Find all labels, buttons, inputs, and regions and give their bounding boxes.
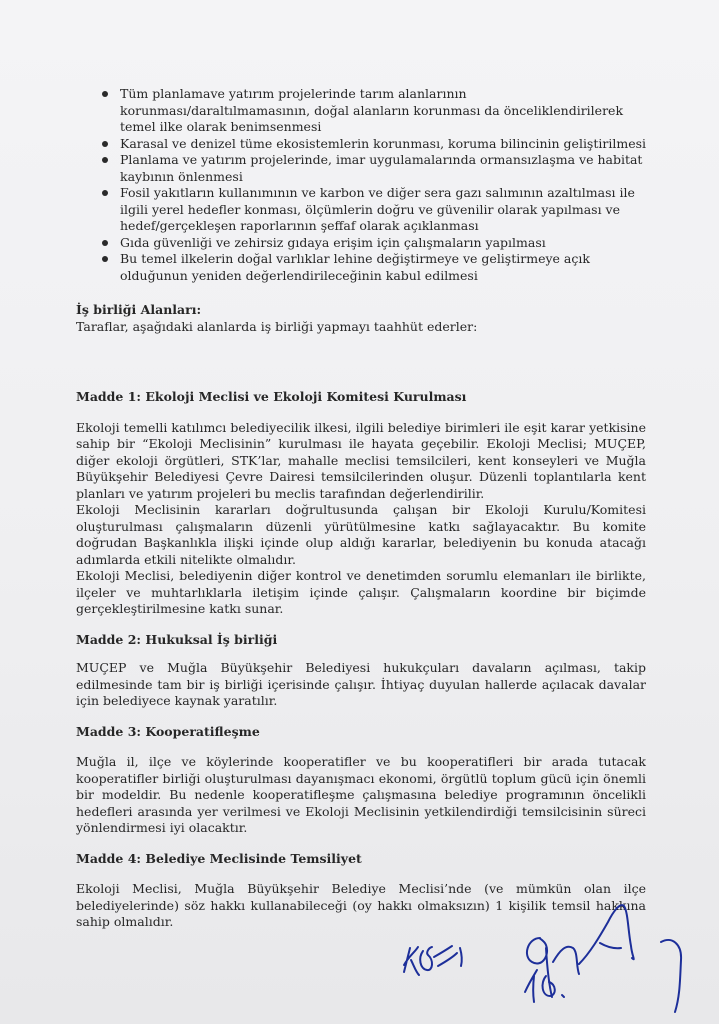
madde1-paragraph-1: Ekoloji temelli katılımcı belediyecilik ilkesi, ilgili belediye birimleri ile eşit karar yetkisine sahip bir “Ekoloji Meclisinin” kurulması ile hayata geçebilir. Ekoloji Meclisi; MUÇEP, diğer ekoloji örgütleri, STK’lar, mahalle meclisi temsilcileri, kent konseyleri ve Muğla Büyükşehir Belediyesi Çevre Dairesi temsilcilerinden oluşur. Düzenli toplantılarla kent planları ve yatırım projeleri bu meclis tarafından değerlendirilir. <box>76 419 646 501</box>
list-item: Gıda güvenliği ve zehirsiz gıdaya erişim için çalışmaların yapılması <box>76 235 646 252</box>
cooperation-intro: Taraflar, aşağıdaki alanlarda iş birliği yapmayı taahhüt ederler: <box>76 318 478 334</box>
madde3-title: Madde 3: Kooperatifleşme <box>76 723 260 739</box>
madde4-title: Madde 4: Belediye Meclisinde Temsiliyet <box>76 850 362 866</box>
madde4-paragraph-1: Ekoloji Meclisi, Muğla Büyükşehir Belediye Meclisi’nde (ve mümkün olan ilçe belediyelerinde) söz hakkı kullanabileceği (oy hakkı olmaksızın) 1 kişilik temsil hakkına sahip olmalıdır. <box>76 881 646 929</box>
document-body <box>76 86 646 931</box>
cooperation-heading: İş birliği Alanları: <box>76 302 202 317</box>
madde1-paragraph-2: Ekoloji Meclisinin kararları doğrultusunda çalışan bir Ekoloji Kurulu/Komitesi oluşturulması çalışmaların düzenli yürütülmesine katkı sağlayacaktır. Bu komite doğrudan Başkanlıkla ilişki içinde olup aldığı kararlar, belediyenin bu konuda atacağı adımlarda etkili nitelikte olmalıdır. <box>76 502 646 567</box>
bullet-icon <box>102 240 108 246</box>
signature-initials <box>525 970 564 1002</box>
bullet-icon <box>102 91 108 97</box>
principles-list <box>76 86 646 284</box>
list-item: Karasal ve denizel tüme ekosistemlerin korunması, koruma bilincinin geliştirilmesi <box>76 136 646 153</box>
madde3-paragraph-1: Muğla il, ilçe ve köylerinde kooperatifler ve bu kooperatifleri bir arada tutacak kooperatifler birliği oluşturulması dayanışmacı ekonomi, örgütlü toplum gücü için önemli bir modeldir. Bu nedenle kooperatifleşme çalışmasına belediye programının öncelikli hedefleri arasında yer verilmesi ve Ekoloji Meclisinin yetkilendirdiği temsilcisinin süreci yönlendirmesi iyi olacaktır. <box>76 754 646 835</box>
madde2-paragraph-1: MUÇEP ve Muğla Büyükşehir Belediyesi hukukçuları davaların açılması, takip edilmesinde tam bir iş birliği içerisinde çalışır. İhtiyaç duyulan hallerde açılacak davalar için belediyece kaynak yaratılır. <box>76 660 646 708</box>
madde2-title: Madde 2: Hukuksal İş birliği <box>76 631 278 647</box>
list-item: Tüm planlamave yatırım projelerinde tarım alanlarının korunması/daraltılmamasının, doğal alanların korunması da önceliklendirilerek temel ilke olarak benimsenmesi <box>76 86 646 136</box>
bullet-icon <box>102 157 108 163</box>
madde1-title: Madde 1: Ekoloji Meclisi ve Ekoloji Komitesi Kurulması <box>76 389 467 404</box>
bullet-icon <box>102 190 108 196</box>
list-item: Bu temel ilkelerin doğal varlıklar lehine değiştirmeye ve geliştirmeye açık olduğunun yeniden değerlendirileceğinin kabul edilmesi <box>76 251 646 284</box>
list-item: Planlama ve yatırım projelerinde, imar uygulamalarında ormansızlaşma ve habitat kaybının önlenmesi <box>76 152 646 185</box>
bullet-icon <box>102 256 108 262</box>
list-item: Fosil yakıtların kullanımının ve karbon ve diğer sera gazı salımının azaltılması ile ilgili yerel hedefler konması, ölçümlerin doğru ve güvenilir olarak yapılması ve hedef/gerçekleşen raporlarının şeffaf olarak açıklanması <box>76 185 646 235</box>
bullet-icon <box>102 141 108 147</box>
madde1-paragraph-3: Ekoloji Meclisi, belediyenin diğer kontrol ve denetimden sorumlu elemanları ile birlikte, ilçeler ve muhtarlıklarla iletişim içinde çalışır. Çalışmaların koordine bir biçimde gerçekleştirilmesine katkı sunar. <box>76 568 646 616</box>
signature-left <box>404 946 462 975</box>
